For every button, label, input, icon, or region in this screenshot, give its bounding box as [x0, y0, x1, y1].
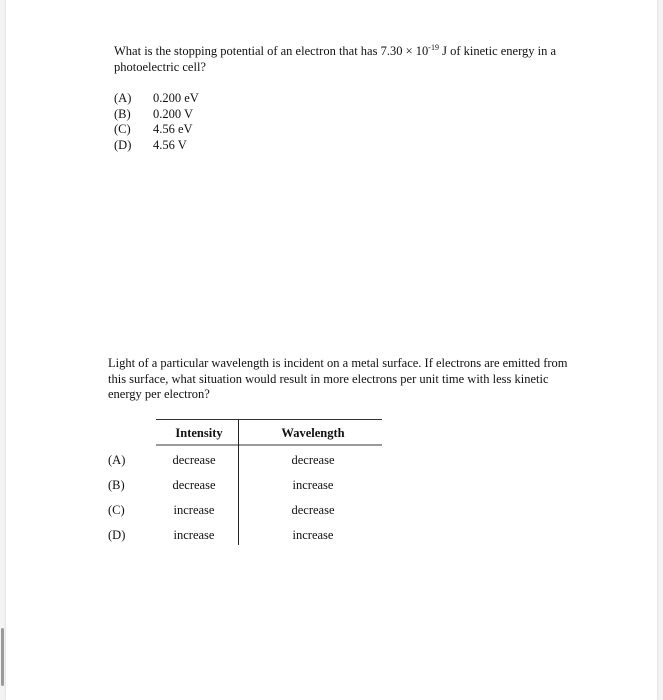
choice-text: 4.56 eV	[153, 122, 193, 136]
question-1-stem	[114, 43, 584, 75]
choice-text: 0.200 eV	[153, 91, 199, 105]
table-header-rule	[156, 444, 382, 446]
row-wavelength: increase	[292, 478, 334, 492]
choice-b[interactable]	[114, 107, 199, 123]
choice-a[interactable]	[114, 91, 199, 107]
choice-d[interactable]	[114, 138, 199, 154]
row-intensity: increase	[173, 503, 215, 517]
choice-letter: (C)	[114, 122, 131, 136]
choice-text: 0.200 V	[153, 106, 194, 121]
scrollbar-thumb[interactable]	[1, 628, 4, 686]
row-intensity: decrease	[172, 453, 216, 467]
table-row[interactable]	[106, 528, 386, 544]
table-top-rule	[156, 419, 382, 420]
choice-c[interactable]	[114, 122, 199, 138]
table-row[interactable]	[106, 453, 386, 469]
choice-text: 4.56 V	[153, 137, 187, 152]
choice-letter: (A)	[114, 91, 132, 105]
header-intensity: Intensity	[175, 426, 223, 440]
question-1-exponent: -19	[428, 42, 439, 52]
document-page	[6, 0, 657, 700]
question-1-text-before: What is the stopping potential of an electron that has 7.30 × 10	[114, 44, 429, 58]
row-letter: (A)	[108, 453, 126, 467]
row-letter: (B)	[108, 478, 125, 492]
table-row[interactable]	[106, 478, 386, 494]
row-intensity: increase	[173, 528, 215, 542]
row-letter: (D)	[108, 528, 126, 542]
row-wavelength: decrease	[291, 503, 335, 517]
row-wavelength: increase	[292, 528, 334, 542]
choice-letter: (D)	[114, 137, 132, 152]
row-wavelength: decrease	[291, 453, 335, 467]
question-1-text-after: J of kinetic energy in a photoelectric cell?	[114, 44, 557, 74]
question-2-stem: Light of a particular wavelength is incident on a metal surface. If electrons are emitted from this surface, what situation would result in more electrons per unit time with less kinetic energy per electron?	[108, 356, 568, 401]
header-wavelength: Wavelength	[281, 426, 345, 440]
row-intensity: decrease	[172, 478, 216, 492]
row-letter: (C)	[108, 503, 125, 517]
table-row[interactable]	[106, 503, 386, 519]
choice-letter: (B)	[114, 106, 131, 121]
question-1-choices	[114, 91, 199, 153]
